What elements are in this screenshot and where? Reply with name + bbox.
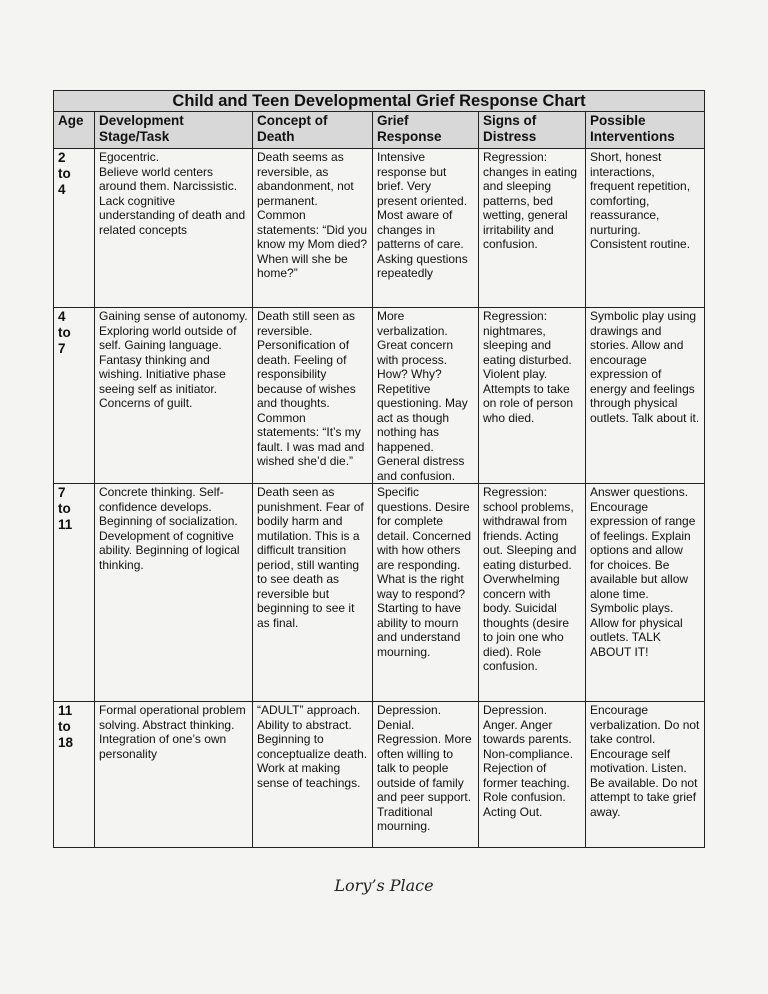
distress-cell: Regression: school problems, withdrawal from friends. Acting out. Sleeping and eating disturbed. Overwhelming concern with body. Suicidal thoughts (desire to join one who died). Role confusion.	[479, 484, 586, 702]
header-development: Development Stage/Task	[95, 112, 253, 149]
title-row	[54, 91, 705, 112]
age-cell	[54, 149, 95, 308]
age-to: to	[58, 166, 71, 181]
age-end: 18	[58, 735, 74, 750]
table-row	[54, 308, 705, 484]
distress-cell: Regression: nightmares, sleeping and eating disturbed. Violent play. Attempts to take on role of person who died.	[479, 308, 586, 484]
header-age: Age	[54, 112, 95, 149]
header-row	[54, 112, 705, 149]
grief-cell: Specific questions. Desire for complete detail. Concerned with how others are responding. What is the right way to respond? Starting to have ability to mourn and understand mourning.	[373, 484, 479, 702]
age-to: to	[58, 501, 71, 516]
grief-cell: Intensive response but brief. Very present oriented. Most aware of changes in patterns of care. Asking questions repeatedly	[373, 149, 479, 308]
header-concept: Concept of Death	[253, 112, 373, 149]
header-distress: Signs of Distress	[479, 112, 586, 149]
concept-cell: “ADULT” approach. Ability to abstract. Beginning to conceptualize death. Work at making sense of teachings.	[253, 702, 373, 848]
age-start: 11	[58, 703, 73, 718]
interventions-cell: Answer questions. Encourage expression of range of feelings. Explain options and allow for choices. Be available but allow alone time. Symbolic plays. Allow for physical outlets. TALK ABOUT IT!	[586, 484, 705, 702]
interventions-cell: Short, honest interactions, frequent repetition, comforting, reassurance, nurturing. Consistent routine.	[586, 149, 705, 308]
age-cell	[54, 308, 95, 484]
concept-cell: Death seems as reversible, as abandonment, not permanent. Common statements: “Did you know my Mom died? When will she be home?”	[253, 149, 373, 308]
age-end: 4	[58, 182, 66, 197]
table-row	[54, 149, 705, 308]
age-cell	[54, 484, 95, 702]
distress-cell: Depression. Anger. Anger towards parents. Non-compliance. Rejection of former teaching. Role confusion. Acting Out.	[479, 702, 586, 848]
age-start: 4	[58, 309, 66, 324]
interventions-cell: Encourage verbalization. Do not take control. Encourage self motivation. Listen. Be available. Do not attempt to take grief away.	[586, 702, 705, 848]
age-cell	[54, 702, 95, 848]
grief-cell: More verbalization. Great concern with process. How? Why? Repetitive questioning. May act as though nothing has happened. General distress and confusion.	[373, 308, 479, 484]
grief-cell: Depression. Denial. Regression. More often willing to talk to people outside of family and peer support. Traditional mourning.	[373, 702, 479, 848]
age-start: 2	[58, 150, 66, 165]
age-to: to	[58, 325, 71, 340]
development-cell: Formal operational problem solving. Abstract thinking. Integration of one’s own personality	[95, 702, 253, 848]
header-interventions: Possible Interventions	[586, 112, 705, 149]
grief-response-chart	[53, 90, 705, 848]
age-end: 11	[58, 517, 73, 532]
header-grief: Grief Response	[373, 112, 479, 149]
concept-cell: Death still seen as reversible. Personification of death. Feeling of responsibility because of wishes and thoughts. Common statements: “It’s my fault. I was mad and wished she’d die.”	[253, 308, 373, 484]
development-cell: Egocentric. Believe world centers around them. Narcissistic. Lack cognitive understanding of death and related concepts	[95, 149, 253, 308]
footer-signature: Lory’s Place	[334, 876, 434, 895]
age-start: 7	[58, 485, 66, 500]
interventions-cell: Symbolic play using drawings and stories. Allow and encourage expression of energy and feelings through physical outlets. Talk about it.	[586, 308, 705, 484]
age-end: 7	[58, 341, 66, 356]
age-to: to	[58, 719, 71, 734]
development-cell: Concrete thinking. Self-confidence develops. Beginning of socialization. Development of cognitive ability. Beginning of logical thinking.	[95, 484, 253, 702]
table-row	[54, 484, 705, 702]
development-cell: Gaining sense of autonomy. Exploring world outside of self. Gaining language. Fantasy thinking and wishing. Initiative phase seeing self as initiator. Concerns of guilt.	[95, 308, 253, 484]
table-row	[54, 702, 705, 848]
chart-title: Child and Teen Developmental Grief Response Chart	[54, 91, 705, 112]
distress-cell: Regression: changes in eating and sleeping patterns, bed wetting, general irritability and confusion.	[479, 149, 586, 308]
concept-cell: Death seen as punishment. Fear of bodily harm and mutilation. This is a difficult transition period, still wanting to see death as reversible but beginning to see it as final.	[253, 484, 373, 702]
